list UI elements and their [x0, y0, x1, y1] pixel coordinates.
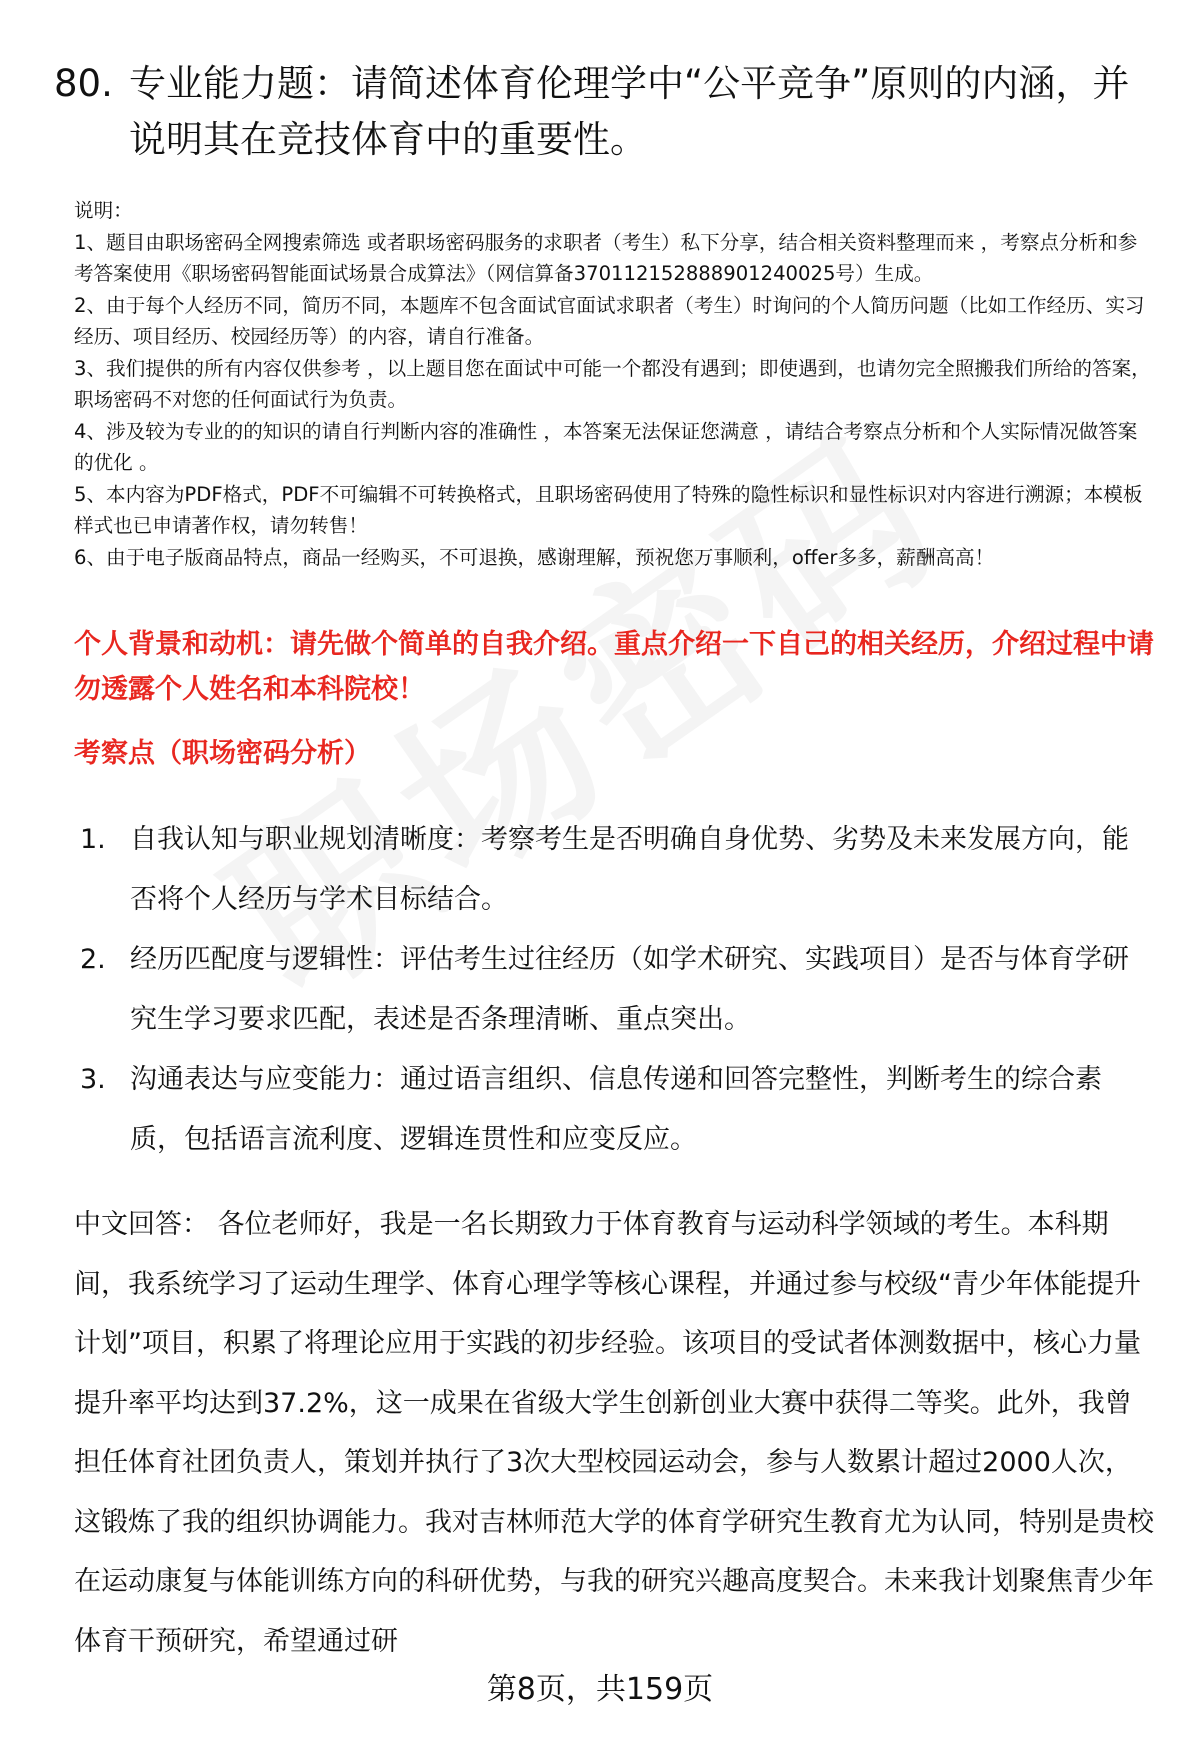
- note-item-5: 5、本内容为PDF格式，PDF不可编辑不可转换格式，且职场密码使用了特殊的隐性标识和显性标识对内容进行溯源；本模板样式也已申请著作权，请勿转售！: [74, 482, 1143, 537]
- point-text: 沟通表达与应变能力：通过语言组织、信息传递和回答完整性，判断考生的综合素质，包括语言流利度、逻辑连贯性和应变反应。: [130, 1064, 1102, 1155]
- note-item-2: 2、由于每个人经历不同，简历不同，本题库不包含面试官面试求职者（考生）时询问的个人简历问题（比如工作经历、实习经历、项目经历、校园经历等）的内容，请自行准备。: [74, 293, 1145, 348]
- list-item: [80, 1050, 1150, 1170]
- background-heading: 个人背景和动机：请先做个简单的自我介绍。重点介绍一下自己的相关经历，介绍过程中请勿透露个人姓名和本科院校！: [74, 629, 1154, 705]
- note-item-4: 4、涉及较为专业的的知识的请自行判断内容的准确性 ，本答案无法保证您满意 ，请结合考察点分析和个人实际情况做答案的优化 。: [74, 419, 1138, 474]
- point-text: 自我认知与职业规划清晰度：考察考生是否明确自身优势、劣势及未来发展方向，能否将个人经历与学术目标结合。: [130, 824, 1129, 915]
- question-text: 专业能力题：请简述体育伦理学中“公平竞争”原则的内涵，并说明其在竞技体育中的重要性。: [129, 62, 1130, 161]
- point-number: 2.: [80, 944, 106, 975]
- point-text: 经历匹配度与逻辑性：评估考生过往经历（如学术研究、实践项目）是否与体育学研究生学习要求匹配，表述是否条理清晰、重点突出。: [130, 944, 1129, 1035]
- points-heading: 考察点（职场密码分析）: [74, 738, 371, 769]
- notes-section: [74, 195, 1154, 573]
- point-number: 3.: [80, 1064, 106, 1095]
- note-item-3: 3、我们提供的所有内容仅供参考 ，以上题目您在面试中可能一个都没有遇到；即使遇到，也请勿完全照搬我们所给的答案，职场密码不对您的任何面试行为负责。: [74, 356, 1151, 411]
- page-number: 第8页，共159页: [486, 1672, 714, 1707]
- note-item-6: 6、由于电子版商品特点，商品一经购买，不可退换，感谢理解，预祝您万事顺利，offer多多，薪酬高高！: [74, 545, 995, 569]
- point-number: 1.: [80, 824, 106, 855]
- question-number: 80.: [54, 62, 113, 105]
- list-item: [80, 930, 1150, 1050]
- list-item: [80, 810, 1150, 930]
- notes-heading: 说明：: [74, 199, 133, 222]
- question: [54, 56, 1154, 168]
- points-list: [80, 810, 1150, 1170]
- note-item-1: 1、题目由职场密码全网搜索筛选 或者职场密码服务的求职者（考生）私下分享，结合相关资料整理而来 ，考察点分析和参考答案使用《职场密码智能面试场景合成算法》（网信算备370112152888901240025号）生成。: [74, 230, 1138, 285]
- answer-text: 中文回答： 各位老师好，我是一名长期致力于体育教育与运动科学领域的考生。本科期间，我系统学习了运动生理学、体育心理学等核心课程，并通过参与校级“青少年体能提升计划”项目，积累了将理论应用于实践的初步经验。该项目的受试者体测数据中，核心力量提升率平均达到37.2%，这一成果在省级大学生创新创业大赛中获得二等奖。此外，我曾担任体育社团负责人，策划并执行了3次大型校园运动会，参与人数累计超过2000人次，这锻炼了我的组织协调能力。我对吉林师范大学的体育学研究生教育尤为认同，特别是贵校在运动康复与体能训练方向的科研优势，与我的研究兴趣高度契合。未来我计划聚焦青少年体育干预研究，希望通过研: [74, 1209, 1154, 1657]
